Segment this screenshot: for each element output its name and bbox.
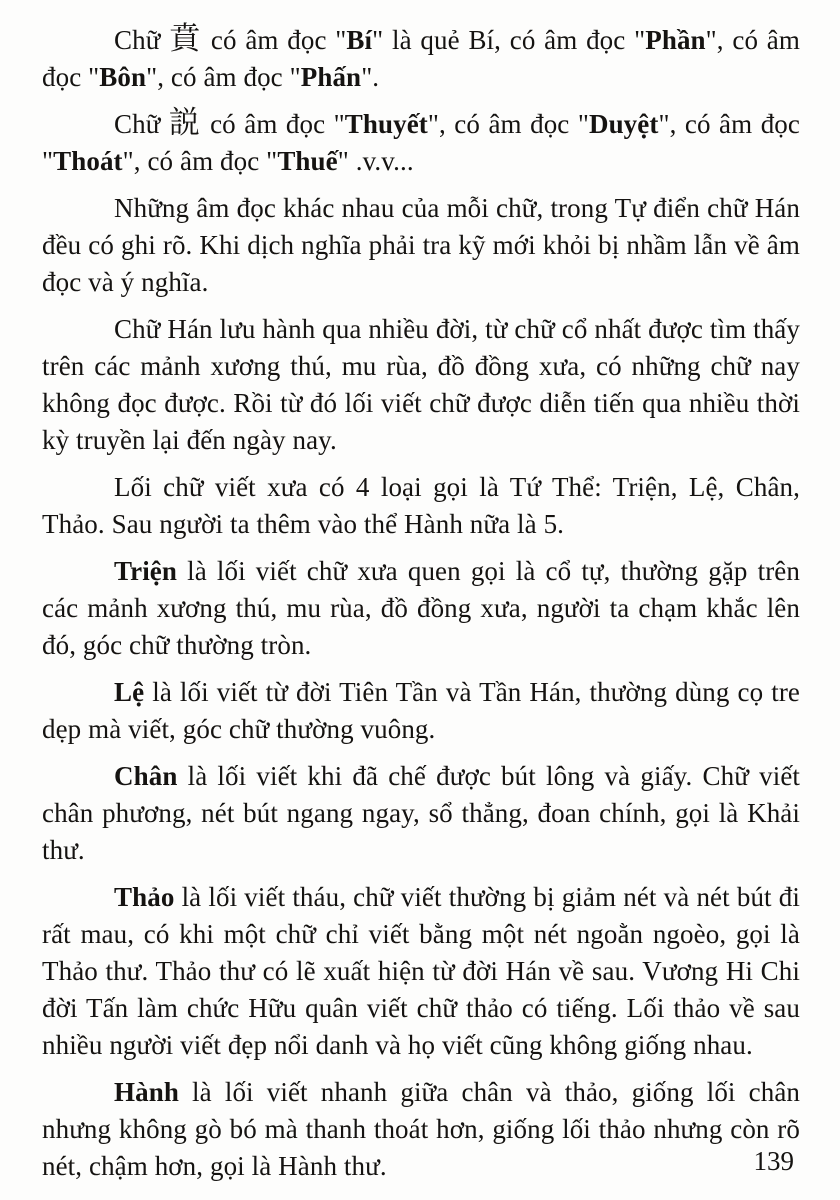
bold-term: Thảo — [114, 882, 175, 912]
para-chu-han-luu-hanh — [42, 311, 800, 459]
text-segment: là lối viết tháu, chữ viết thường bị giảm nét và nét bút đi rất mau, có khi một chữ chỉ viết bằng một nét ngoằn ngoèo, gọi là Thảo thư. Thảo thư có lẽ xuất hiện từ đời Hán về sau. Vương Hi Chi đời Tấn làm chức Hữu quân viết chữ thảo có tiếng. Lối thảo về sau nhiều người viết đẹp nổi danh và họ viết cũng không giống nhau. — [42, 882, 800, 1060]
text-segment: là lối viết nhanh giữa chân và thảo, giống lối chân nhưng không gò bó mà thanh thoát hơn, giống lối thảo nhưng còn rõ nét, chậm hơn, gọi là Hành thư. — [42, 1077, 800, 1181]
text-segment: có âm đọc " — [201, 109, 345, 139]
text-segment: ", có âm đọc " — [42, 25, 800, 92]
text-segment: Chữ — [114, 109, 169, 139]
text-segment: có âm đọc " — [202, 25, 347, 55]
bold-term: Thuyết — [344, 109, 428, 139]
text-segment: là lối viết chữ xưa quen gọi là cổ tự, thường gặp trên các mảnh xương thú, mu rùa, đồ đồng xưa, người ta chạm khắc lên đó, góc chữ thường tròn. — [42, 556, 800, 660]
text-segment: ", có âm đọc " — [427, 109, 589, 139]
text-segment: ". — [361, 62, 380, 92]
para-thao — [42, 879, 800, 1064]
text-segment: là lối viết từ đời Tiên Tần và Tần Hán, thường dùng cọ tre dẹp mà viết, góc chữ thường vuông. — [42, 677, 800, 744]
text-segment: Chữ Hán lưu hành qua nhiều đời, từ chữ cổ nhất được tìm thấy trên các mảnh xương thú, mu rùa, đồ đồng xưa, có những chữ nay không đọc được. Rồi từ đó lối viết chữ được diễn tiến qua nhiều thời kỳ truyền lại đến ngày nay. — [42, 314, 800, 455]
bold-term: Lệ — [114, 677, 145, 707]
text-segment: Chữ — [114, 25, 170, 55]
text-segment: ", có âm đọc " — [146, 62, 301, 92]
text-segment: ", có âm đọc " — [122, 146, 278, 176]
bold-term: Chân — [114, 761, 178, 791]
para-hanh — [42, 1074, 800, 1185]
bold-term: Phần — [645, 25, 706, 55]
text-segment: Lối chữ viết xưa có 4 loại gọi là Tứ Thể: Triện, Lệ, Chân, Thảo. Sau người ta thêm vào thể Hành nữa là 5. — [42, 472, 800, 539]
text-segment: là lối viết khi đã chế được bút lông và giấy. Chữ viết chân phương, nét bút ngang ngay, sổ thẳng, đoan chính, gọi là Khải thư. — [42, 761, 800, 865]
bold-term: Hành — [114, 1077, 179, 1107]
bold-term: Triện — [114, 556, 177, 586]
para-loi-chu-viet-xua — [42, 469, 800, 543]
para-le — [42, 674, 800, 748]
text-segment: " .v.v... — [337, 146, 414, 176]
page-paragraphs — [42, 22, 800, 1195]
cjk-character: 説 — [168, 105, 202, 140]
para-nhung-am-doc — [42, 190, 800, 301]
bold-term: Thuế — [277, 146, 338, 176]
bold-term: Duyệt — [588, 109, 659, 139]
text-segment: Những âm đọc khác nhau của mỗi chữ, trong Tự điển chữ Hán đều có ghi rõ. Khi dịch nghĩa phải tra kỹ mới khỏi bị nhầm lẫn về âm đọc và ý nghĩa. — [42, 193, 800, 297]
bold-term: Bôn — [99, 62, 147, 92]
para-chu-bi — [42, 22, 800, 96]
text-segment: ", có âm đọc " — [42, 109, 800, 176]
para-chu-thuyet — [42, 106, 800, 180]
page-number: 139 — [753, 1146, 794, 1176]
cjk-character: 賁 — [169, 21, 203, 56]
para-chan — [42, 758, 800, 869]
text-segment: " là quẻ Bí, có âm đọc " — [372, 25, 646, 55]
bold-term: Thoát — [53, 146, 123, 176]
bold-term: Bí — [346, 25, 373, 55]
para-trien — [42, 553, 800, 664]
bold-term: Phấn — [300, 62, 362, 92]
